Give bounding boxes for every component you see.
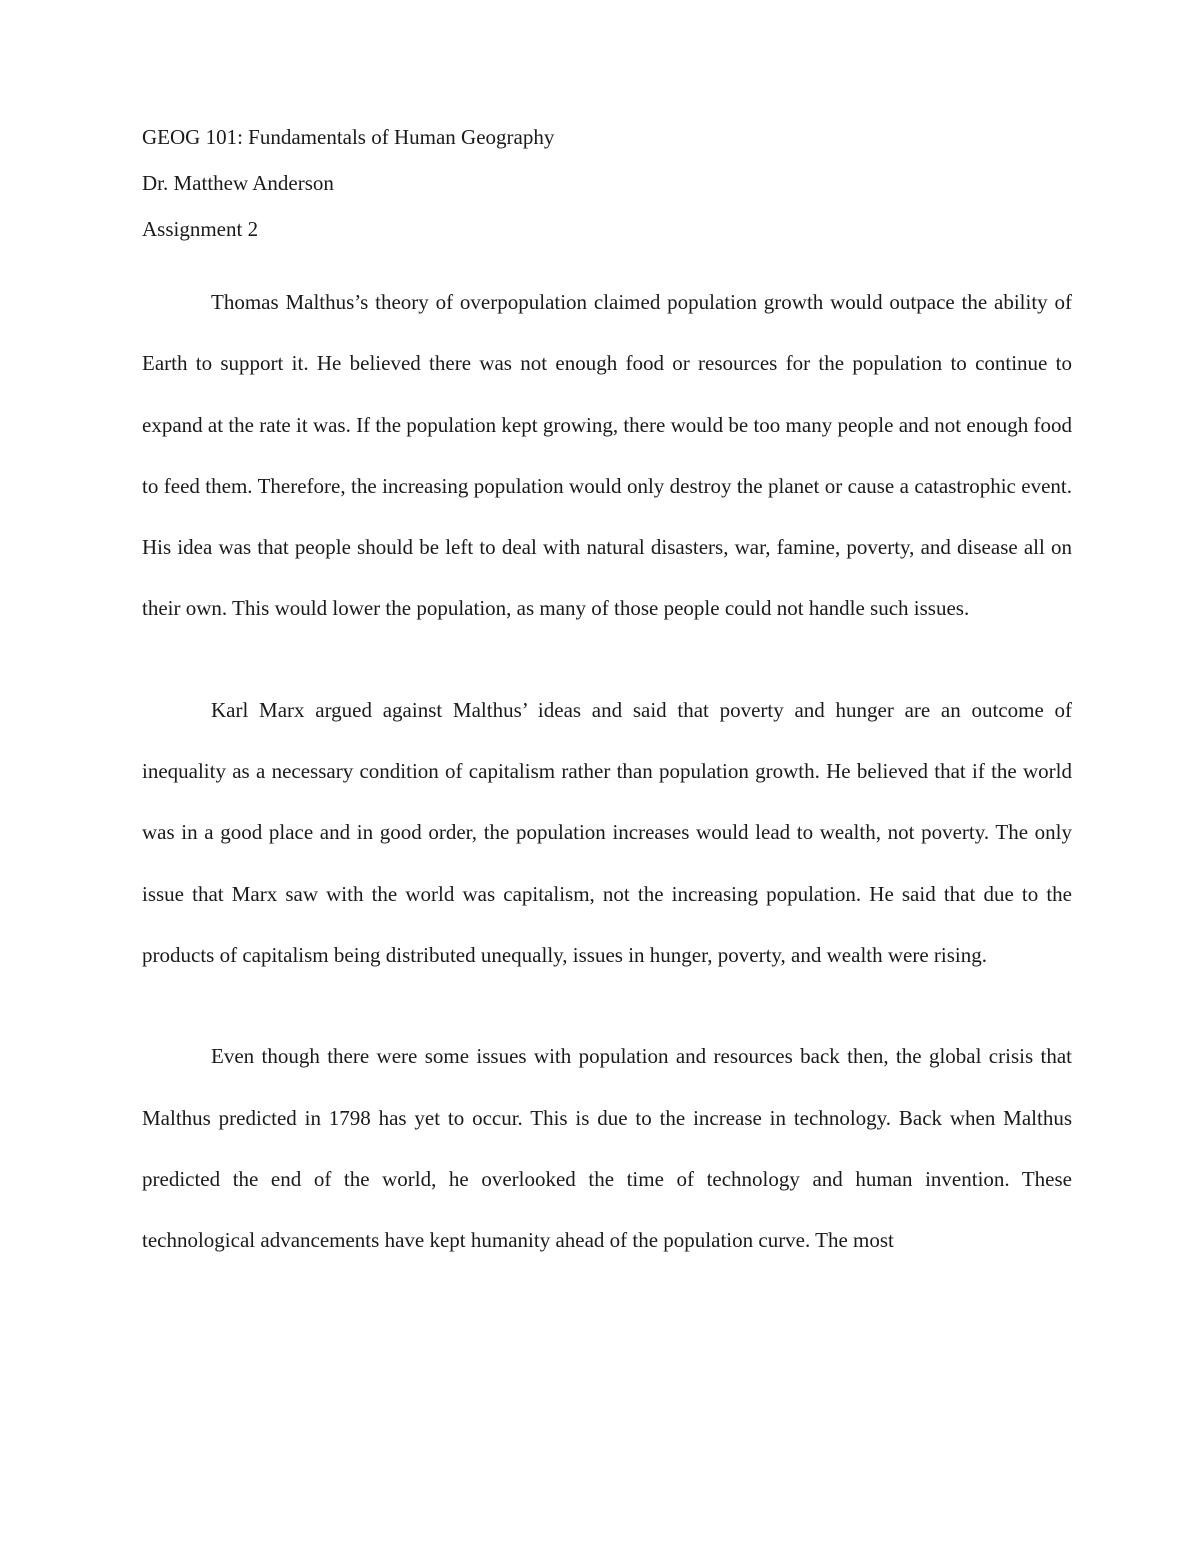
assignment-label: Assignment 2 bbox=[142, 217, 259, 241]
course-title: GEOG 101: Fundamentals of Human Geography bbox=[142, 125, 555, 149]
paragraph-malthus: Thomas Malthus’s theory of overpopulation claimed population growth would outpace the ability of Earth to support it. He believed there was not enough food or resources for the population to continue to expand at the rate it was. If the population kept growing, there would be too many people and not enough food to feed them. Therefore, the increasing population would only destroy the planet or cause a catastrophic event. His idea was that people should be left to deal with natural disasters, war, famine, poverty, and disease all on their own. This would lower the population, as many of those people could not handle such issues. bbox=[142, 290, 1072, 621]
document-body bbox=[142, 114, 1072, 1271]
paragraph-gap bbox=[142, 986, 1072, 1026]
paragraph-gap bbox=[142, 640, 1072, 680]
paragraph-technology: Even though there were some issues with population and resources back then, the global crisis that Malthus predicted in 1798 has yet to occur. This is due to the increase in technology. Back when Malthus predicted the end of the world, he overlooked the time of technology and human invention. These technological advancements have kept humanity ahead of the population curve. The most bbox=[142, 1044, 1072, 1253]
instructor-name: Dr. Matthew Anderson bbox=[142, 171, 334, 195]
paragraph-marx: Karl Marx argued against Malthus’ ideas and said that poverty and hunger are an outcome of inequality as a necessary condition of capitalism rather than population growth. He believed that if the world was in a good place and in good order, the population increases would lead to wealth, not poverty. The only issue that Marx saw with the world was capitalism, not the increasing population. He said that due to the products of capitalism being distributed unequally, issues in hunger, poverty, and wealth were rising. bbox=[142, 697, 1072, 967]
